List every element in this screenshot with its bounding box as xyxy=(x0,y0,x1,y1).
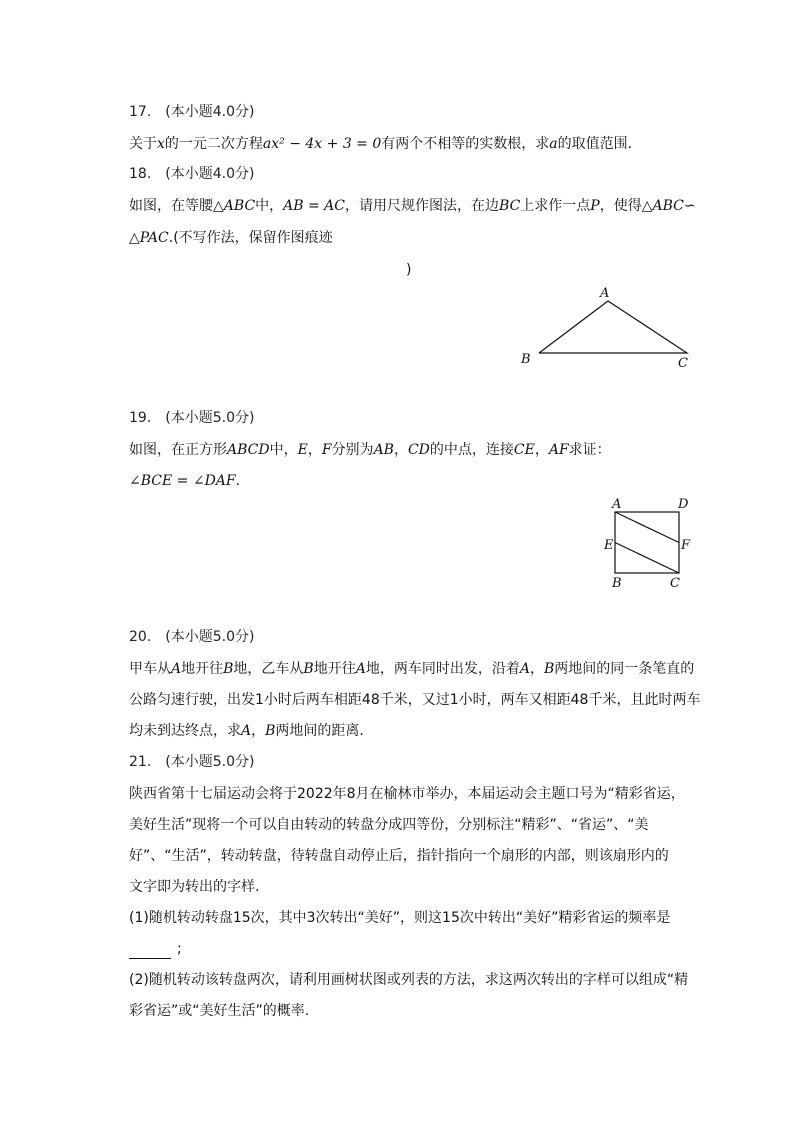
triangle-outline xyxy=(539,301,687,353)
q17-var-a: a xyxy=(549,136,558,152)
q20-header: 20. (本小题5.0分) xyxy=(129,629,255,645)
q19-t7: ， xyxy=(534,442,549,458)
square-label-a: A xyxy=(612,497,622,512)
q20-text-line1 xyxy=(129,659,694,679)
q19-square-figure xyxy=(598,492,702,592)
q19-angle-equation: ∠BCE = ∠DAF xyxy=(129,473,236,489)
q21-text-line1: 陕西省第十七届运动会将于2022年8月在榆林市举办，本届运动会主题口号为“精彩省运， xyxy=(129,786,685,802)
q21-header: 21. (本小题5.0分) xyxy=(129,754,255,770)
q18-l2-t1: △ xyxy=(129,230,140,246)
q18-bc: BC xyxy=(499,198,521,214)
q21-text-line3: 好”、“生活”，转动转盘，待转盘自动停止后，指针指向一个扇形的内部，则该扇形内的 xyxy=(129,848,669,864)
q18-text-line3: ) xyxy=(406,262,412,278)
q19-t3: ， xyxy=(307,442,322,458)
q20-text-line2: 公路匀速行驶，出发1小时后两车相距48千米，又过1小时，两车又相距48千米，且此时两车 xyxy=(129,692,701,708)
q20-l3-b: B xyxy=(265,723,276,739)
q20-a: A xyxy=(171,661,182,677)
q18-t1: 如图，在等腰△ xyxy=(129,198,224,214)
q18-text-line1 xyxy=(129,196,696,216)
q18-p: P xyxy=(590,198,600,214)
square-label-e: E xyxy=(604,538,614,553)
q20-b: B xyxy=(223,661,234,677)
square-label-d: D xyxy=(678,497,689,512)
q19-af: AF xyxy=(548,442,569,458)
q21-text-line2: 美好生活”现将一个可以自由转动的转盘分成四等份，分别标注“精彩”、“省运”、“美 xyxy=(129,817,649,833)
q18-t3: ，请用尺规作图法，在边 xyxy=(345,198,500,214)
segment-ec xyxy=(615,543,679,574)
q20-t4: 地开往 xyxy=(313,661,356,677)
segment-af xyxy=(615,512,679,543)
q20-t3: 地，乙车从 xyxy=(233,661,304,677)
q19-abcd: ABCD xyxy=(227,442,270,458)
q17-text xyxy=(129,134,632,154)
q20-l3-t2: ， xyxy=(251,723,266,739)
q18-triangle-figure xyxy=(510,282,710,374)
q18-eq: AB = AC xyxy=(283,198,346,214)
q18-text-line2 xyxy=(129,228,333,248)
triangle-label-c: C xyxy=(678,356,688,371)
square-label-f: F xyxy=(681,538,691,553)
q21-part1-line1: (1)随机转动转盘15次，其中3次转出“美好”，则这15次中转出“美好”精彩省运的频率是 xyxy=(129,910,671,926)
q19-t6: 的中点，连接 xyxy=(429,442,514,458)
q20-t1: 甲车从 xyxy=(129,661,171,677)
square-label-c: C xyxy=(670,576,680,591)
q20-a3: A xyxy=(519,661,530,677)
q21-part1-end: ; xyxy=(177,941,182,957)
q17-text-2: 的一元二次方程 xyxy=(164,136,263,152)
q19-f: F xyxy=(321,442,332,458)
q21-part2-line2: 彩省运”或“美好生活”的概率. xyxy=(129,1003,310,1019)
q18-abc: ABC xyxy=(223,198,256,214)
q19-t4: 分别为 xyxy=(331,442,374,458)
q17-header: 17. (本小题4.0分) xyxy=(129,104,255,120)
q18-l2-t2: .(不写作法，保留作图痕迹 xyxy=(168,230,333,246)
q20-l3-a: A xyxy=(241,723,252,739)
q18-t4: 上求作一点 xyxy=(520,198,591,214)
q19-ce: CE xyxy=(513,442,535,458)
q19-t5: ， xyxy=(393,442,408,458)
q20-t6: ， xyxy=(529,661,544,677)
q19-ab: AB xyxy=(373,442,394,458)
q20-t7: 两地间的同一条笔直的 xyxy=(554,661,695,677)
q20-b3: B xyxy=(543,661,555,677)
q19-t8: 求证： xyxy=(568,442,611,458)
q19-header: 19. (本小题5.0分) xyxy=(129,410,255,426)
q17-text-4: 的取值范围. xyxy=(557,136,633,152)
q20-a2: A xyxy=(355,661,366,677)
q18-t5: ，使得△ xyxy=(599,198,653,214)
q20-l3-t3: 两地间的距离. xyxy=(275,723,364,739)
q18-abc-similar: ABC∽ xyxy=(652,198,696,214)
q18-header: 18. (本小题4.0分) xyxy=(129,166,255,182)
q19-e: E xyxy=(297,442,308,458)
square-outline xyxy=(615,512,679,573)
q17-text-3: 有两个不相等的实数根，求 xyxy=(381,136,550,152)
q19-t2: 中， xyxy=(269,442,298,458)
q21-text-line4: 文字即为转出的字样. xyxy=(129,879,260,895)
q20-l3-t1: 均未到达终点，求 xyxy=(129,723,241,739)
q21-answer-blank[interactable] xyxy=(129,944,171,959)
q20-t5: 地，两车同时出发，沿着 xyxy=(365,661,520,677)
q19-t1: 如图，在正方形 xyxy=(129,442,227,458)
q18-t2: 中， xyxy=(255,198,284,214)
q20-b2: B xyxy=(303,661,314,677)
q19-text-line1 xyxy=(129,440,611,460)
q19-cd: CD xyxy=(407,442,430,458)
q17-var-x: x xyxy=(157,136,165,152)
q19-text-line2 xyxy=(129,471,240,491)
triangle-label-b: B xyxy=(521,352,531,367)
square-label-b: B xyxy=(612,576,622,591)
triangle-label-a: A xyxy=(600,286,610,301)
q21-part2-line1: (2)随机转动该转盘两次，请利用画树状图或列表的方法，求这两次转出的字样可以组成“精 xyxy=(129,972,689,988)
q21-part1-answer-line xyxy=(129,939,182,959)
q17-text-1: 关于 xyxy=(129,136,157,152)
q19-period: . xyxy=(235,473,241,489)
q18-pac: PAC xyxy=(139,230,169,246)
q17-equation: ax² − 4x + 3 = 0 xyxy=(262,136,382,152)
q20-t2: 地开往 xyxy=(181,661,224,677)
q20-text-line3 xyxy=(129,721,364,741)
